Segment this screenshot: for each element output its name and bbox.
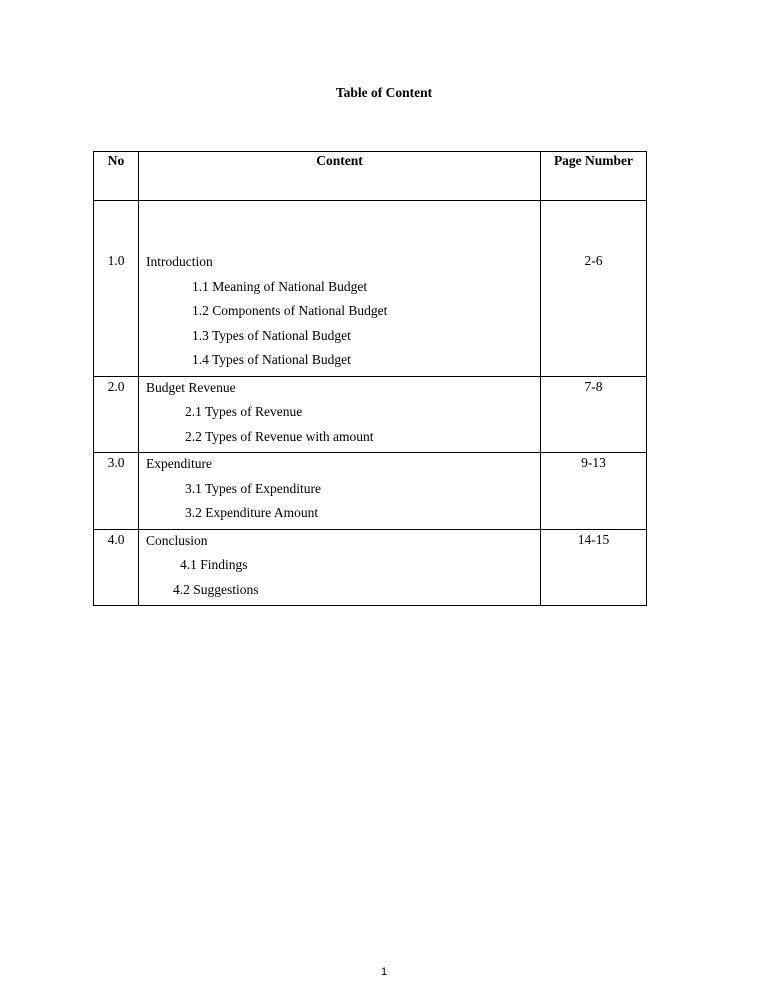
section-number: 1.0 (94, 201, 139, 377)
section-number: 3.0 (94, 453, 139, 530)
section-title: Introduction (146, 254, 213, 269)
section-title: Expenditure (146, 456, 212, 471)
subsection-item: 2.2 Types of Revenue with amount (185, 428, 374, 444)
section-page-range: 9-13 (541, 453, 647, 530)
table-header-row (94, 152, 647, 201)
section-title: Conclusion (146, 532, 208, 548)
subsection-item: 1.3 Types of National Budget (192, 327, 351, 343)
section-page-range: 7-8 (541, 376, 647, 453)
subsection-item: 4.1 Findings (180, 557, 248, 572)
table-row (94, 376, 647, 453)
table-row (94, 453, 647, 530)
section-title: Budget Revenue (146, 379, 236, 395)
section-content (139, 376, 541, 453)
header-page-number: Page Number (541, 152, 647, 201)
section-content (139, 201, 541, 377)
section-content (139, 453, 541, 530)
subsection-item: 3.2 Expenditure Amount (185, 505, 319, 520)
section-page-range: 2-6 (541, 201, 647, 377)
header-content: Content (139, 152, 541, 201)
table-of-contents (93, 151, 647, 606)
section-number: 4.0 (94, 529, 139, 606)
subsection-item: 1.1 Meaning of National Budget (192, 278, 368, 294)
footer-page-number: 1 (380, 966, 388, 978)
section-number: 2.0 (94, 376, 139, 453)
subsection-item: 3.1 Types of Expenditure (185, 480, 322, 496)
section-page-range: 14-15 (541, 529, 647, 606)
subsection-item: 2.1 Types of Revenue (185, 404, 303, 419)
table-row (94, 529, 647, 606)
subsection-item: 1.2 Components of National Budget (192, 303, 388, 318)
subsection-item: 1.4 Types of National Budget (192, 352, 351, 367)
subsection-item: 4.2 Suggestions (173, 581, 259, 597)
section-content (139, 529, 541, 606)
page-title: Table of Content (335, 85, 433, 100)
header-no: No (94, 152, 139, 201)
table-row (94, 201, 647, 377)
